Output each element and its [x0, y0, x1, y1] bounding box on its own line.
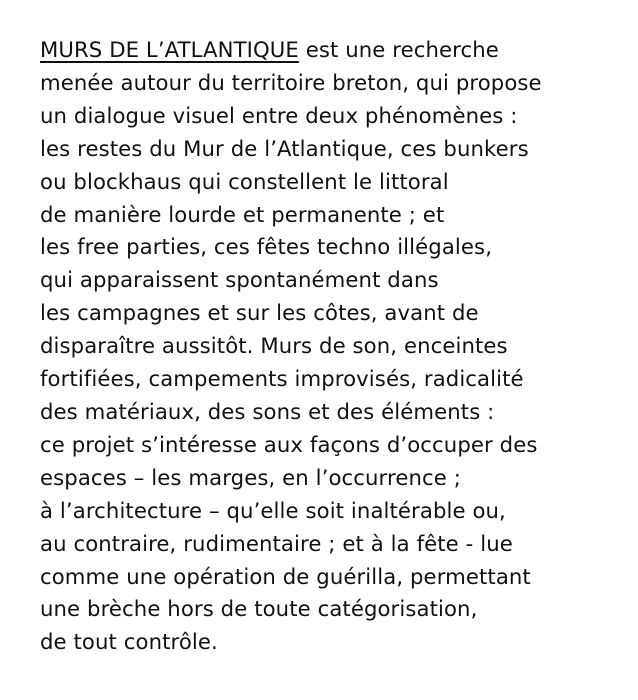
text-line: de manière lourde et permanente ; et: [40, 201, 445, 227]
text-line: [40, 34, 630, 67]
text-line: au contraire, rudimentaire ; et à la fête - lue: [40, 530, 513, 556]
text-line: un dialogue visuel entre deux phénomènes :: [40, 102, 518, 128]
text-line: les campagnes et sur les côtes, avant de: [40, 300, 479, 326]
text-line: les restes du Mur de l’Atlantique, ces bunkers: [40, 135, 529, 161]
text-line: à l’architecture – qu’elle soit inaltérable ou,: [40, 497, 506, 523]
text-line: comme une opération de guérilla, permettant: [40, 563, 531, 589]
text-line: menée autour du territoire breton, qui propose: [40, 69, 542, 95]
text-line: ce projet s’intéresse aux façons d’occuper des: [40, 431, 538, 457]
text-line: ou blockhaus qui constellent le littoral: [40, 168, 449, 194]
text-line: des matériaux, des sons et des éléments :: [40, 398, 495, 424]
text-line: de tout contrôle.: [40, 629, 218, 655]
text-line: disparaître aussitôt. Murs de son, enceintes: [40, 333, 508, 359]
title-link[interactable]: MURS DE L’ATLANTIQUE: [40, 37, 299, 62]
text-line: qui apparaissent spontanément dans: [40, 267, 439, 293]
text-line: fortifiées, campements improvisés, radicalité: [40, 366, 524, 392]
text-line-rest: est une recherche: [298, 37, 499, 62]
article-text: [40, 34, 630, 659]
text-line: les free parties, ces fêtes techno illégales,: [40, 234, 493, 260]
text-line: une brèche hors de toute catégorisation,: [40, 596, 478, 622]
text-line: espaces – les marges, en l’occurrence ;: [40, 464, 461, 490]
